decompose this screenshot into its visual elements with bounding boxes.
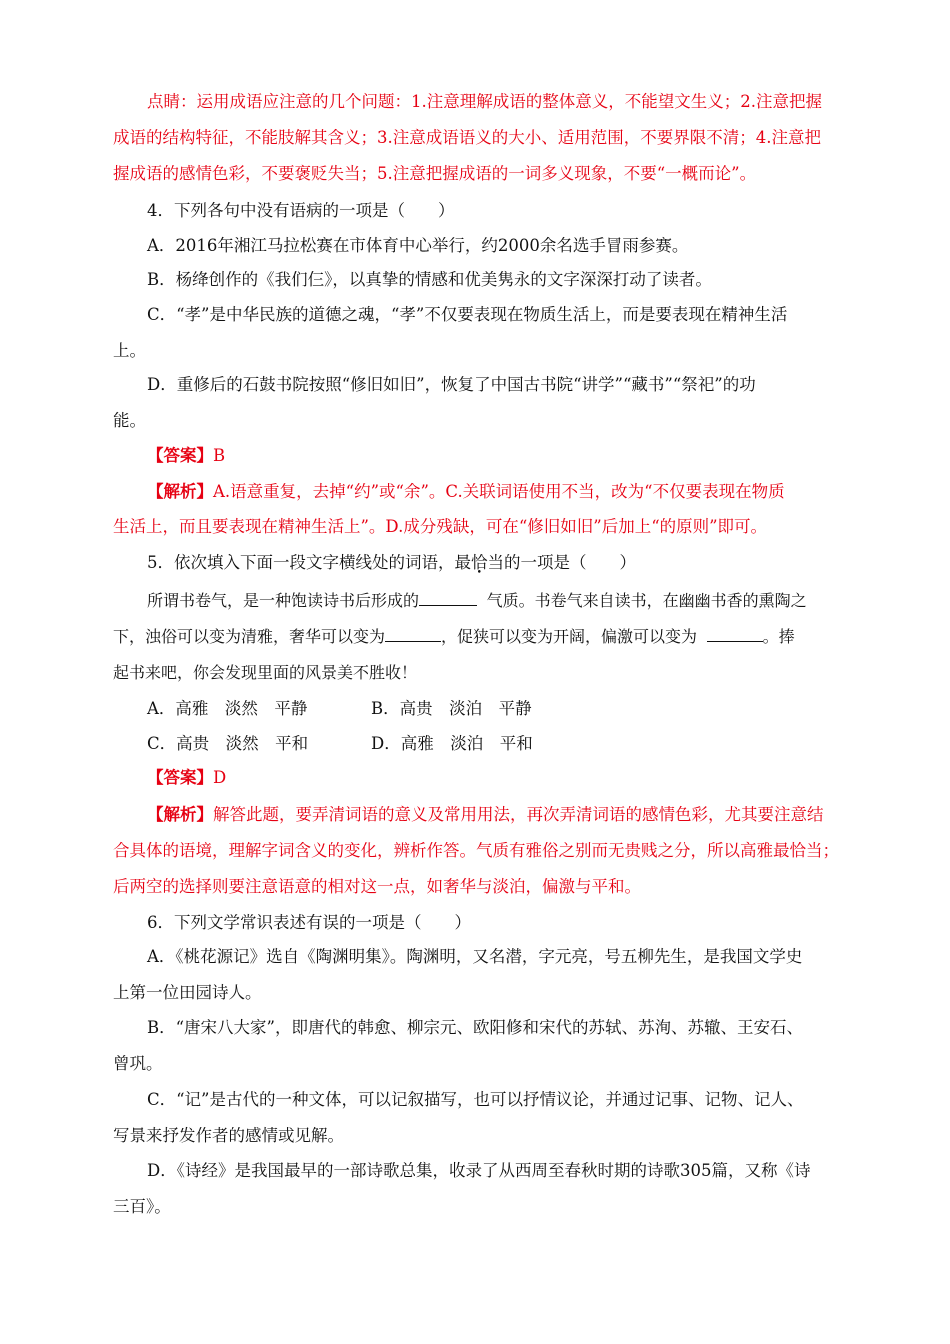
analysis-text: 解答此题，要弄清词语的意义及常用用法，再次弄清词语的感情色彩，尤其要注意结 [213,805,824,824]
q6-option-b-line-2: 曾巩。 [113,1054,163,1073]
passage-text: ，促狭可以变为开阔，偏激可以变为 [441,627,707,646]
q6-option-b-line-1: B．“唐宋八大家”，即唐代的韩愈、柳宗元、欧阳修和宋代的苏轼、苏洵、苏辙、王安石、 [147,1018,803,1037]
q5-analysis-line-3: 后两空的选择则要注意语意的相对这一点，如奢华与淡泊，偏激与平和。 [113,877,641,896]
emphasis-dots: 最恰当 [454,553,504,572]
q6-option-d-line-1: D．《诗经》是我国最早的一部诗歌总集，收录了从西周至春秋时期的诗歌305篇，又称《诗 [147,1161,811,1180]
q4-option-d-line-1: D．重修后的石鼓书院按照“修旧如旧”，恢复了中国古书院“讲学”“藏书”“祭祀”的功 [147,375,756,394]
q6-option-d-line-2: 三百》。 [113,1197,171,1216]
answer-label: 【答案】 [147,768,213,787]
blank-2 [385,626,441,642]
q5-stem-part-1: 5．依次填入下面一段文字横线处的词语， [147,553,455,572]
q5-answer [147,767,226,789]
analysis-label: 【解析】 [147,805,213,824]
q5-option-b: B．高贵 淡泊 平静 [371,699,532,718]
passage-text: 下，浊俗可以变为清雅，奢华可以变为 [113,627,386,646]
tip-line-1: 点睛：运用成语应注意的几个问题：1.注意理解成语的整体意义，不能望文生义；2.注意把握 [147,92,822,111]
analysis-label: 【解析】 [147,482,213,501]
answer-value: B [213,446,226,465]
q4-option-c-line-1: C．“孝”是中华民族的道德之魂，“孝”不仅要表现在物质生活上，而是要表现在精神生活 [147,305,788,324]
q4-option-b: B．杨绛创作的《我们仨》，以真挚的情感和优美隽永的文字深深打动了读者。 [147,270,712,289]
q4-analysis-line-2: 生活上，而且要表现在精神生活上”。D.成分残缺，可在“修旧如旧”后加上“的原则”即可。 [113,517,768,536]
q4-answer [147,445,225,467]
q5-passage-line-1 [147,590,807,612]
q4-stem: 4．下列各句中没有语病的一项是（ ） [147,201,455,220]
passage-text: 气质。书卷气来自读书，在幽幽书香的熏陶之 [477,591,807,610]
q5-passage-line-3: 起书来吧，你会发现里面的风景美不胜收！ [113,663,418,682]
q6-option-a-line-2: 上第一位田园诗人。 [113,983,262,1002]
q6-option-c-line-2: 写景来抒发作者的感情或见解。 [113,1126,344,1145]
q6-option-a-line-1: A．《桃花源记》选自《陶渊明集》。陶渊明，又名潜，字元亮，号五柳先生，是我国文学史 [147,947,803,966]
q5-analysis-line-2: 合具体的语境，理解字词含义的变化，辨析作答。气质有雅俗之别而无贵贱之分，所以高雅最恰当； [113,841,839,860]
tip-line-3: 握成语的感情色彩，不要褒贬失当；5.注意把握成语的一词多义现象，不要“一概而论”。 [113,164,757,183]
q5-option-d: D．高雅 淡泊 平和 [371,734,533,753]
q5-stem [147,552,636,574]
q6-option-c-line-1: C．“记”是古代的一种文体，可以记叙描写，也可以抒情议论，并通过记事、记物、记人、 [147,1090,804,1109]
q5-analysis-line-1 [147,804,824,826]
q5-option-a: A．高雅 淡然 平静 [147,699,308,718]
blank-1 [419,590,477,606]
passage-text: 。捧 [762,627,795,646]
answer-label: 【答案】 [147,446,213,465]
q5-option-c: C．高贵 淡然 平和 [147,734,309,753]
analysis-text: A.语意重复，去掉“约”或“余”。C.关联词语使用不当，改为“不仅要表现在物质 [213,482,785,501]
q6-stem: 6．下列文学常识表述有误的一项是（ ） [147,913,471,932]
q4-option-a: A．2016年湘江马拉松赛在市体育中心举行，约2000余名选手冒雨参赛。 [147,236,689,255]
blank-3 [707,626,763,642]
tip-line-2: 成语的结构特征，不能肢解其含义；3.注意成语语义的大小、适用范围，不要界限不清；4.注意把 [113,128,821,147]
q4-option-c-line-2: 上。 [113,341,146,360]
q4-analysis-line-1 [147,481,785,503]
answer-value: D [213,768,227,787]
q5-passage-line-2 [113,626,795,648]
passage-text: 所谓书卷气，是一种饱读诗书后形成的 [147,591,420,610]
q4-option-d-line-2: 能。 [113,411,146,430]
q5-stem-part-2: 的一项是（ ） [504,553,636,572]
q5-stem-emphasis [455,553,505,572]
